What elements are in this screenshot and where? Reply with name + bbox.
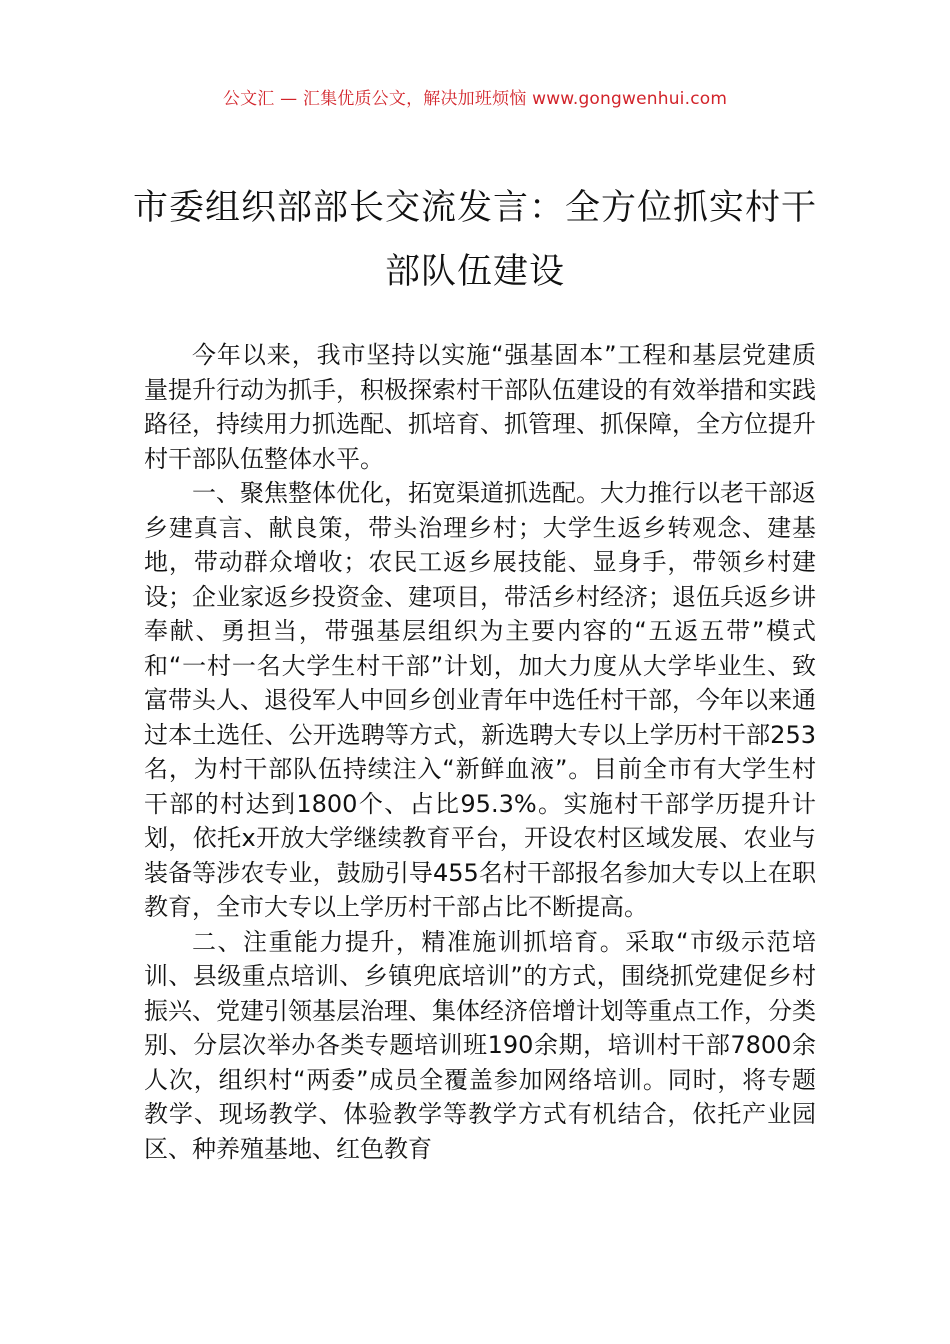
document-body: [144, 338, 816, 1166]
paragraph-section-1: 一、聚焦整体优化，拓宽渠道抓选配。大力推行以老干部返乡建真言、献良策，带头治理乡村；大学生返乡转观念、建基地，带动群众增收；农民工返乡展技能、显身手，带领乡村建设；企业家返乡投资金、建项目，带活乡村经济；退伍兵返乡讲奉献、勇担当，带强基层组织为主要内容的“五返五带”模式和“一村一名大学生村干部”计划，加大力度从大学毕业生、致富带头人、退役军人中回乡创业青年中选任村干部，今年以来通过本土选任、公开选聘等方式，新选聘大专以上学历村干部253名，为村干部队伍持续注入“新鲜血液”。目前全市有大学生村干部的村达到1800个、占比95.3%。实施村干部学历提升计划，依托x开放大学继续教育平台，开设农村区域发展、农业与装备等涉农专业，鼓励引导455名村干部报名参加大专以上在职教育，全市大专以上学历村干部占比不断提高。: [144, 479, 816, 921]
paragraph-section-2: 二、注重能力提升，精准施训抓培育。采取“市级示范培训、县级重点培训、乡镇兜底培训”的方式，围绕抓党建促乡村振兴、党建引领基层治理、集体经济倍增计划等重点工作，分类别、分层次举办各类专题培训班190余期，培训村干部7800余人次，组织村“两委”成员全覆盖参加网络培训。同时，将专题教学、现场教学、体验教学等教学方式有机结合，依托产业园区、种养殖基地、红色教育: [144, 927, 816, 1163]
watermark-header: 公文汇 — 汇集优质公文，解决加班烦恼 www.gongwenhui.com: [222, 89, 728, 109]
paragraph-intro: 今年以来，我市坚持以实施“强基固本”工程和基层党建质量提升行动为抓手，积极探索村干部队伍建设的有效举措和实践路径，持续用力抓选配、抓培育、抓管理、抓保障，全方位提升村干部队伍整体水平。: [144, 341, 816, 473]
document-title: 市委组织部部长交流发言：全方位抓实村干部队伍建设: [132, 188, 817, 292]
